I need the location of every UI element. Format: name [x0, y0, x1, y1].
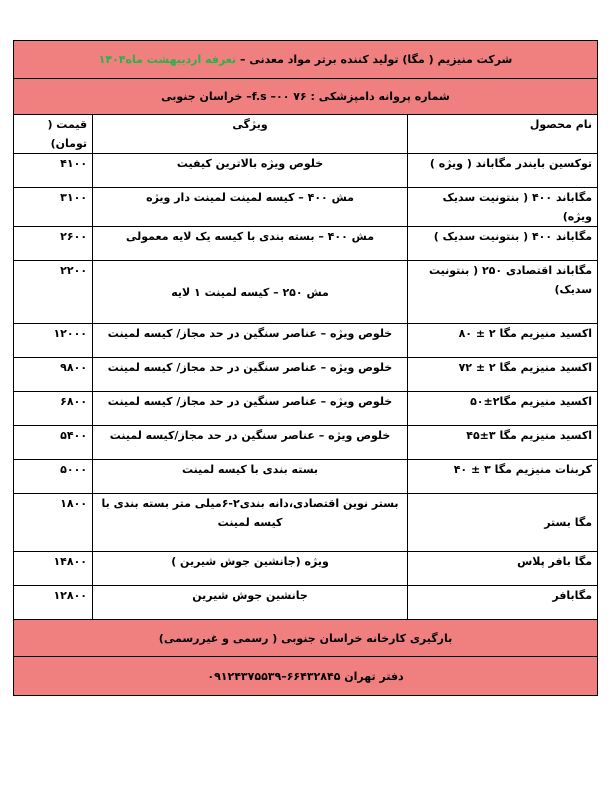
- table-row: [14, 460, 598, 494]
- table-row: [14, 227, 598, 261]
- table-row: [14, 154, 598, 188]
- tariff-title: تعرفه اردیبهشت ماه۱۴۰۴: [98, 53, 237, 66]
- company-cell: [14, 41, 598, 79]
- footer-row-warehouse: [14, 620, 598, 657]
- product-price: ۵۰۰۰: [14, 460, 93, 494]
- product-feature: خلوص ویژه – عناصر سنگین در حد مجاز/ کیسه لمینت: [93, 324, 408, 358]
- product-price: ۱۲۸۰۰: [14, 586, 93, 620]
- product-price: ۲۲۰۰: [14, 261, 93, 324]
- table-row: [14, 261, 598, 324]
- table-row: [14, 188, 598, 227]
- table-row: [14, 552, 598, 586]
- warehouse-note: بارگیری کارخانه خراسان جنوبی ( رسمی و غیررسمی): [14, 620, 598, 657]
- product-name: اکسید منیزیم مگا ۲ ± ۷۲: [408, 358, 598, 392]
- product-name: مگاباند اقتصادی ۲۵۰ ( بنتونیت سدیک): [408, 261, 598, 324]
- table-row: [14, 392, 598, 426]
- table-row: [14, 586, 598, 620]
- product-name: مگابافر: [408, 586, 598, 620]
- product-feature: بستر نوین اقتصادی،دانه بندی۲-۶میلی متر بسته بندی با کیسه لمینت: [93, 494, 408, 552]
- company-title: شرکت منیزیم ( مگا) تولید کننده برتر مواد معدنی –: [239, 53, 513, 66]
- table-row: [14, 358, 598, 392]
- product-price: ۹۸۰۰: [14, 358, 93, 392]
- product-price: ۴۱۰۰: [14, 154, 93, 188]
- product-feature: مش ۲۵۰ – کیسه لمینت ۱ لایه: [93, 261, 408, 324]
- product-feature: بسته بندی با کیسه لمینت: [93, 460, 408, 494]
- product-feature: مش ۴۰۰ – کیسه لمینت لمینت دار ویژه: [93, 188, 408, 227]
- table-row: [14, 494, 598, 552]
- product-name: مگا بافر پلاس: [408, 552, 598, 586]
- product-name: مگاباند ۴۰۰ ( بنتونیت سدیک ): [408, 227, 598, 261]
- column-header-row: [14, 115, 598, 154]
- product-name: کربنات منیزیم مگا ۳ ± ۴۰: [408, 460, 598, 494]
- product-price: ۱۲۰۰۰: [14, 324, 93, 358]
- product-price: ۳۱۰۰: [14, 188, 93, 227]
- product-feature: ویژه (جانشین جوش شیرین ): [93, 552, 408, 586]
- product-name: مگا بستر: [408, 494, 598, 552]
- table-row: [14, 324, 598, 358]
- product-price: ۲۶۰۰: [14, 227, 93, 261]
- product-feature: خلوص ویژه – عناصر سنگین در حد مجاز/کیسه لمینت: [93, 426, 408, 460]
- product-price: ۶۸۰۰: [14, 392, 93, 426]
- product-name: مگاباند ۴۰۰ ( بنتونیت سدیک ویژه): [408, 188, 598, 227]
- product-price: ۱۴۸۰۰: [14, 552, 93, 586]
- product-feature: خلوص ویژه – عناصر سنگین در حد مجاز/ کیسه لمینت: [93, 392, 408, 426]
- product-feature: مش ۴۰۰ – بسته بندی با کیسه یک لایه معمولی: [93, 227, 408, 261]
- product-price: ۱۸۰۰: [14, 494, 93, 552]
- license-title: شماره پروانه دامپزشکی : ۷۶ f.s –۰۰– خراسان جنوبی: [14, 79, 598, 115]
- header-row-company: [14, 41, 598, 79]
- product-feature: جانشین جوش شیرین: [93, 586, 408, 620]
- product-name: اکسید منیزیم مگا ۲ ± ۸۰: [408, 324, 598, 358]
- product-price: ۵۴۰۰: [14, 426, 93, 460]
- product-name: اکسید منیزیم مگا۲±۵۰: [408, 392, 598, 426]
- price-table: [13, 40, 598, 696]
- office-contact: دفتر تهران ۶۶۴۳۲۸۴۵–۰۹۱۲۴۳۷۵۵۳۹: [14, 657, 598, 696]
- column-header-product: نام محصول: [408, 115, 598, 154]
- header-row-license: [14, 79, 598, 115]
- product-name: اکسید منیزیم مگا ۳±۴۵: [408, 426, 598, 460]
- column-header-feature: ویژگی: [93, 115, 408, 154]
- product-feature: خلوص ویژه بالاترین کیفیت: [93, 154, 408, 188]
- product-name: توکسین بایندر مگاباند ( ویژه ): [408, 154, 598, 188]
- table-row: [14, 426, 598, 460]
- footer-row-office: [14, 657, 598, 696]
- column-header-price: قیمت ( تومان): [14, 115, 93, 154]
- product-feature: خلوص ویژه – عناصر سنگین در حد مجاز/ کیسه لمینت: [93, 358, 408, 392]
